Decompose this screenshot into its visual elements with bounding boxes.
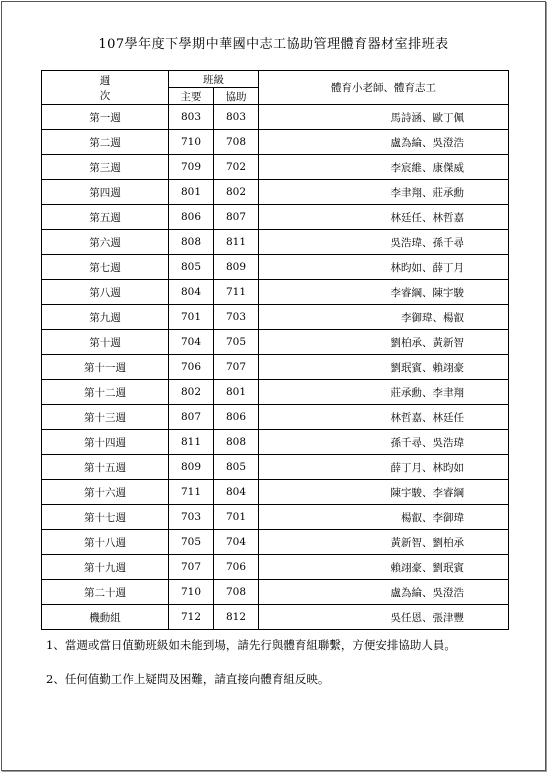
main-class-cell: 703 — [169, 505, 214, 530]
week-cell: 第七週 — [42, 255, 169, 280]
assist-class-cell: 802 — [214, 180, 259, 205]
note-2: 2、任何值勤工作上疑問及困難，請直接向體育組反映。 — [46, 672, 330, 686]
assist-class-cell: 811 — [214, 230, 259, 255]
week-cell: 第十二週 — [42, 380, 169, 405]
helpers-cell: 林昀如、薛丁月 — [259, 255, 509, 280]
assist-class-cell: 801 — [214, 380, 259, 405]
main-class-cell: 711 — [169, 480, 214, 505]
document-title: 107學年度下學期中華國中志工協助管理體育器材室排班表 — [98, 37, 449, 52]
main-class-cell: 807 — [169, 405, 214, 430]
table-row — [42, 130, 509, 155]
assist-class-cell: 803 — [214, 105, 259, 130]
main-class-cell: 707 — [169, 555, 214, 580]
helpers-cell: 盧為綸、吳澄浩 — [259, 130, 509, 155]
main-class-cell: 709 — [169, 155, 214, 180]
main-class-cell: 805 — [169, 255, 214, 280]
main-class-cell: 802 — [169, 380, 214, 405]
helpers-cell: 林廷任、林哲嘉 — [259, 205, 509, 230]
week-cell: 第五週 — [42, 205, 169, 230]
week-cell: 機動組 — [42, 605, 169, 630]
week-cell: 第十七週 — [42, 505, 169, 530]
header-main: 主要 — [169, 88, 214, 105]
table-row — [42, 430, 509, 455]
assist-class-cell: 706 — [214, 555, 259, 580]
note-1: 1、當週或當日值勤班級如未能到場，請先行與體育組聯繫，方便安排協助人員。 — [46, 638, 456, 652]
helpers-cell: 劉珉賓、賴翊豪 — [259, 355, 509, 380]
table-row — [42, 605, 509, 630]
assist-class-cell: 808 — [214, 430, 259, 455]
assist-class-cell: 812 — [214, 605, 259, 630]
main-class-cell: 801 — [169, 180, 214, 205]
helpers-cell: 莊承勳、李聿翔 — [259, 380, 509, 405]
helpers-cell: 孫千尋、吳浩瑋 — [259, 430, 509, 455]
main-class-cell: 705 — [169, 530, 214, 555]
table-row — [42, 330, 509, 355]
week-cell: 第十四週 — [42, 430, 169, 455]
table-row — [42, 180, 509, 205]
table-row — [42, 555, 509, 580]
helpers-cell: 黃新智、劉柏承 — [259, 530, 509, 555]
table-row — [42, 255, 509, 280]
assist-class-cell: 704 — [214, 530, 259, 555]
table-row — [42, 230, 509, 255]
week-cell: 第八週 — [42, 280, 169, 305]
week-cell: 第十三週 — [42, 405, 169, 430]
main-class-cell: 803 — [169, 105, 214, 130]
main-class-cell: 704 — [169, 330, 214, 355]
week-cell: 第十五週 — [42, 455, 169, 480]
assist-class-cell: 804 — [214, 480, 259, 505]
table-row — [42, 580, 509, 605]
week-cell: 第六週 — [42, 230, 169, 255]
table-row — [42, 455, 509, 480]
week-cell: 第二十週 — [42, 580, 169, 605]
main-class-cell: 809 — [169, 455, 214, 480]
week-cell: 第十一週 — [42, 355, 169, 380]
table-row — [42, 355, 509, 380]
header-week: 週次 — [42, 71, 169, 105]
helpers-cell: 李聿翔、莊承勳 — [259, 180, 509, 205]
helpers-cell: 李御瑋、楊叡 — [259, 305, 509, 330]
table-row — [42, 380, 509, 405]
header-assist: 協助 — [214, 88, 259, 105]
schedule-table — [41, 70, 509, 630]
main-class-cell: 804 — [169, 280, 214, 305]
main-class-cell: 712 — [169, 605, 214, 630]
week-cell: 第二週 — [42, 130, 169, 155]
table-row — [42, 530, 509, 555]
table-row — [42, 505, 509, 530]
assist-class-cell: 701 — [214, 505, 259, 530]
helpers-cell: 李睿綱、陳宇駿 — [259, 280, 509, 305]
assist-class-cell: 708 — [214, 130, 259, 155]
helpers-cell: 陳宇駿、李睿綱 — [259, 480, 509, 505]
assist-class-cell: 707 — [214, 355, 259, 380]
week-cell: 第四週 — [42, 180, 169, 205]
week-cell: 第十八週 — [42, 530, 169, 555]
main-class-cell: 701 — [169, 305, 214, 330]
main-class-cell: 811 — [169, 430, 214, 455]
helpers-cell: 林哲嘉、林廷任 — [259, 405, 509, 430]
helpers-cell: 盧為綸、吳澄浩 — [259, 580, 509, 605]
assist-class-cell: 708 — [214, 580, 259, 605]
week-cell: 第三週 — [42, 155, 169, 180]
table-row — [42, 155, 509, 180]
week-cell: 第十六週 — [42, 480, 169, 505]
table-row — [42, 305, 509, 330]
header-class-group: 班級 — [169, 71, 259, 88]
assist-class-cell: 806 — [214, 405, 259, 430]
assist-class-cell: 702 — [214, 155, 259, 180]
main-class-cell: 706 — [169, 355, 214, 380]
helpers-cell: 吳浩瑋、孫千尋 — [259, 230, 509, 255]
schedule-rows — [42, 105, 509, 630]
main-class-cell: 710 — [169, 580, 214, 605]
helpers-cell: 薛丁月、林昀如 — [259, 455, 509, 480]
week-cell: 第一週 — [42, 105, 169, 130]
assist-class-cell: 809 — [214, 255, 259, 280]
assist-class-cell: 805 — [214, 455, 259, 480]
main-class-cell: 806 — [169, 205, 214, 230]
table-row — [42, 205, 509, 230]
week-cell: 第十九週 — [42, 555, 169, 580]
helpers-cell: 馬詩涵、歐丁佩 — [259, 105, 509, 130]
helpers-cell: 李宸維、康傑威 — [259, 155, 509, 180]
assist-class-cell: 711 — [214, 280, 259, 305]
assist-class-cell: 705 — [214, 330, 259, 355]
week-cell: 第九週 — [42, 305, 169, 330]
main-class-cell: 710 — [169, 130, 214, 155]
assist-class-cell: 703 — [214, 305, 259, 330]
table-row — [42, 405, 509, 430]
main-class-cell: 808 — [169, 230, 214, 255]
assist-class-cell: 807 — [214, 205, 259, 230]
table-row — [42, 105, 509, 130]
helpers-cell: 吳任恩、張津豐 — [259, 605, 509, 630]
week-cell: 第十週 — [42, 330, 169, 355]
table-row — [42, 280, 509, 305]
helpers-cell: 賴翊豪、劉珉賓 — [259, 555, 509, 580]
header-helpers: 體育小老師、體育志工 — [259, 71, 509, 105]
helpers-cell: 劉柏承、黃新智 — [259, 330, 509, 355]
table-row — [42, 480, 509, 505]
helpers-cell: 楊叡、李御瑋 — [259, 505, 509, 530]
